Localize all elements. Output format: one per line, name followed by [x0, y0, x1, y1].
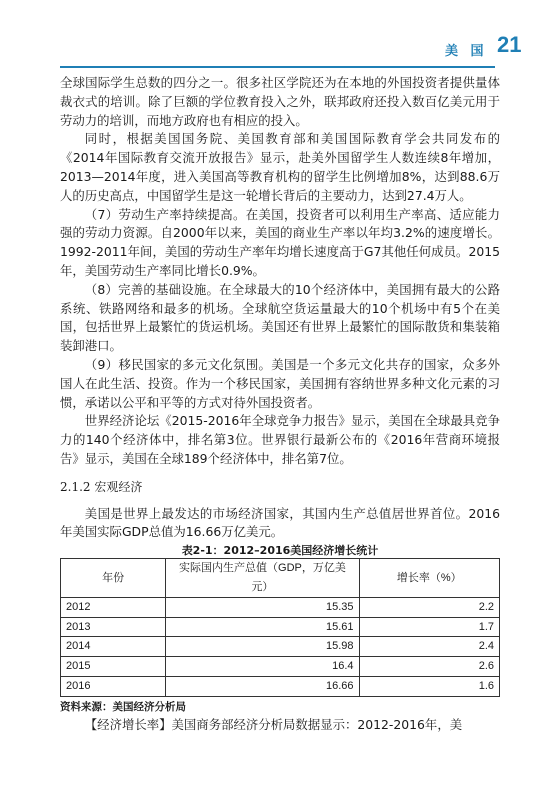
table-cell-gdp: 16.4 [166, 657, 359, 677]
table-row [61, 637, 500, 657]
header-country-label: 美 国 [445, 44, 488, 59]
table-header-row [61, 559, 500, 598]
table-cell-gdp: 16.66 [166, 676, 359, 696]
header-divider [60, 66, 495, 68]
page-body [60, 74, 500, 735]
paragraph: 全球国际学生总数的四分之一。很多社区学院还为在本地的外国投资者提供量体裁衣式的培训。除了巨额的学位教育投入之外，联邦政府还投入数百亿美元用于劳动力的培训，而地方政府也有相应的投入。 [60, 75, 500, 128]
paragraph: 世界经济论坛《2015-2016年全球竞争力报告》显示，美国在全球最具竞争力的140个经济体中，排名第3位。世界银行最新公布的《2016年营商环境报告》显示，美国在全球189个经济体中，排名第7位。 [60, 413, 500, 466]
table-header-year: 年份 [61, 559, 166, 598]
paragraph: （9）移民国家的多元文化氛围。美国是一个多元文化共存的国家，众多外国人在此生活、投资。作为一个移民国家，美国拥有容纳世界多种文化元素的习惯，承诺以公平和平等的方式对待外国投资者。 [60, 356, 500, 410]
paragraph: 美国是世界上最发达的市场经济国家，其国内生产总值居世界首位。2016年美国实际GDP总值为16.66万亿美元。 [60, 505, 500, 540]
paragraph: （8）完善的基础设施。在全球最大的10个经济体中，美国拥有最大的公路系统、铁路网络和最多的机场。全球航空货运量最大的10个机场中有5个在美国，包括世界上最繁忙的货运机场。美国还有世界上最繁忙的国际散货和集装箱装卸港口。 [60, 281, 500, 354]
section-heading: 2.1.2 宏观经济 [60, 479, 143, 494]
table-header-growth: 增长率（%） [359, 559, 499, 598]
table-cell-growth: 1.6 [359, 676, 499, 696]
paragraph: （7）劳动生产率持续提高。在美国，投资者可以利用生产率高、适应能力强的劳动力资源。自2000年以来，美国的商业生产率以年均3.2%的速度增长。1992-2011年间，美国的劳动生产率年均增长速度高于G7其他任何成员。2015年，美国劳动生产率同比增长0.9%。 [60, 206, 500, 278]
table-row [61, 657, 500, 677]
table-cell-gdp: 15.35 [166, 597, 359, 617]
table-row [61, 676, 500, 696]
paragraph: 同时，根据美国国务院、美国教育部和美国国际教育学会共同发布的《2014年国际教育交流开放报告》显示，赴美外国留学生人数连续8年增加，2013—2014年度，进入美国高等教育机构的留学生比例增加8%，达到88.6万人的历史高点，中国留学生是这一轮增长背后的主要动力，达到27.4万人。 [60, 131, 500, 203]
table-cell-gdp: 15.61 [166, 617, 359, 637]
paragraph: 【经济增长率】美国商务部经济分析局数据显示：2012-2016年，美 [84, 716, 463, 732]
table-header-gdp: 实际国内生产总值（GDP，万亿美元） [166, 559, 359, 598]
table-cell-growth: 2.6 [359, 657, 499, 677]
table-cell-growth: 2.2 [359, 597, 499, 617]
table-cell-year: 2012 [61, 597, 166, 617]
table-cell-year: 2015 [61, 657, 166, 677]
source-note: 资料来源：美国经济分析局 [60, 700, 186, 713]
table-row [61, 597, 500, 617]
table-cell-year: 2014 [61, 637, 166, 657]
table-row [61, 617, 500, 637]
table-cell-growth: 1.7 [359, 617, 499, 637]
table-cell-year: 2016 [61, 676, 166, 696]
table-cell-gdp: 15.98 [166, 637, 359, 657]
table-title: 表2-1：2012–2016美国经济增长统计 [181, 544, 379, 558]
table-cell-year: 2013 [61, 617, 166, 637]
gdp-table [60, 558, 500, 697]
table-cell-growth: 2.4 [359, 637, 499, 657]
page-number: 21 [497, 32, 522, 57]
